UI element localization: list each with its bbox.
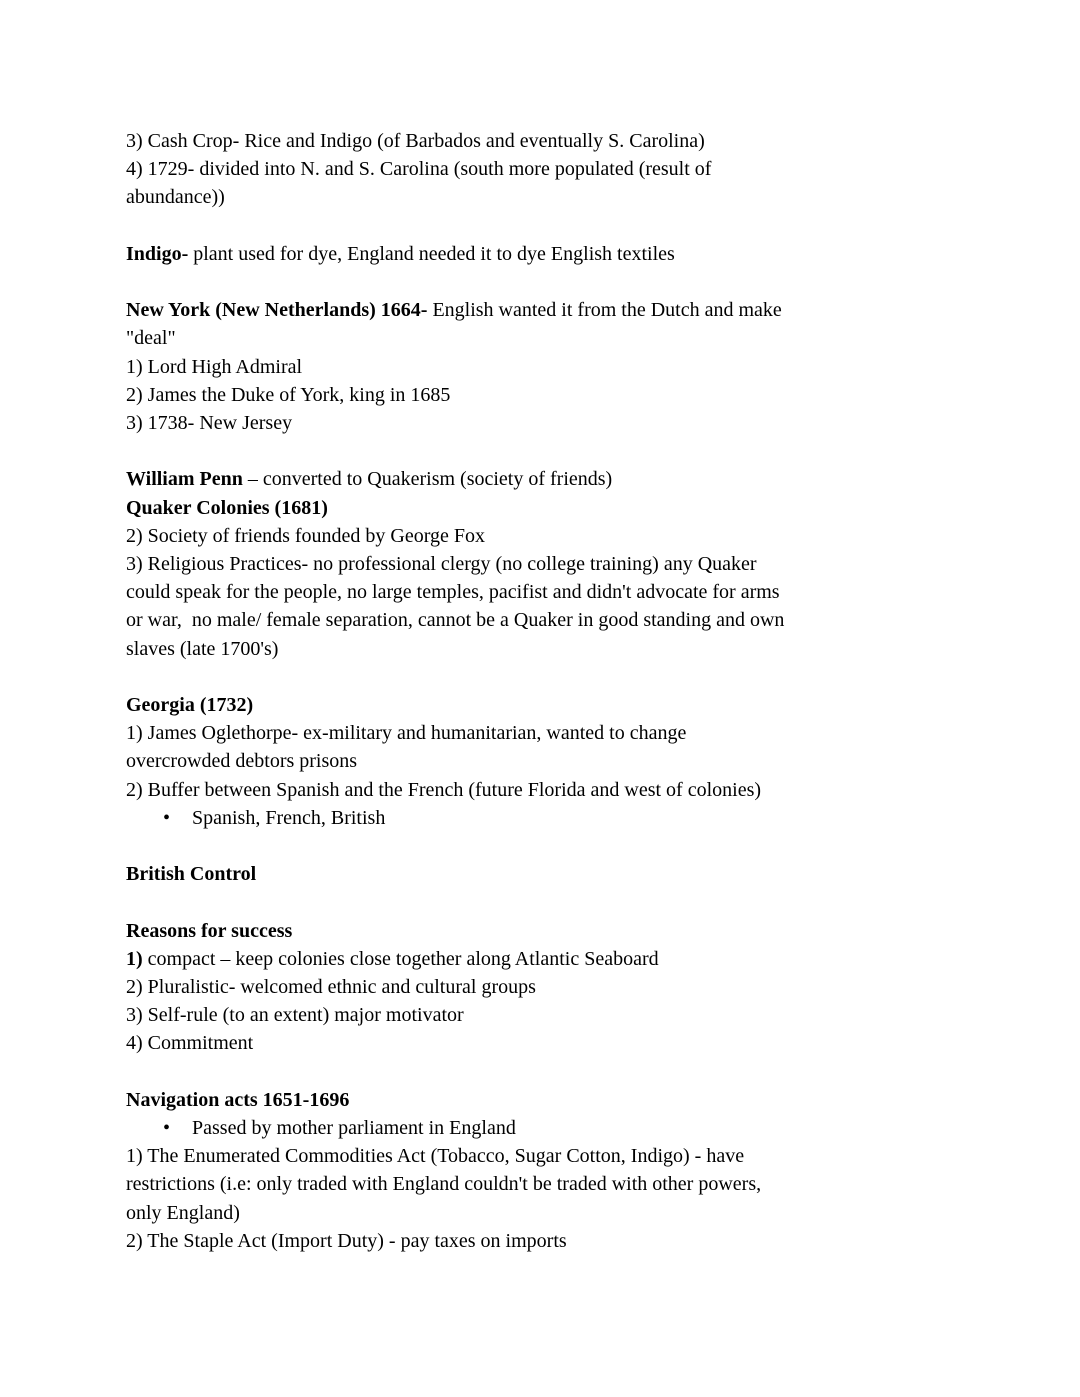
heading-british-control: British Control (126, 863, 257, 886)
section-quakers (126, 465, 1040, 662)
text-line (126, 719, 1040, 747)
text-line (126, 465, 1040, 493)
text-run: 3) Religious Practices- no professional clergy (no college training) any Quaker (126, 553, 757, 575)
text-line (126, 353, 1040, 381)
text-run: 2) The Staple Act (Import Duty) - pay taxes on imports (126, 1229, 567, 1252)
text-run: 2) James the Duke of York, king in 1685 (126, 383, 451, 406)
bullet-icon: • (163, 1117, 171, 1139)
text-run: 2) Buffer between Spanish and the French (future Florida and west of colonies) (126, 778, 762, 801)
text-line (126, 578, 1040, 606)
section-british-control (126, 860, 1040, 888)
section-new-york (126, 296, 1040, 437)
text-line (126, 296, 1040, 324)
text-line (126, 494, 1040, 522)
text-line (126, 324, 1040, 352)
text-line (126, 973, 1040, 1001)
text-run: Spanish, French, British (192, 806, 386, 829)
text-run: English wanted it from the Dutch and make (427, 299, 782, 322)
list-item (126, 1114, 1040, 1142)
heading-quaker-colonies: Quaker Colonies (1681) (126, 496, 328, 519)
text-line (126, 1001, 1040, 1029)
text-line (126, 381, 1040, 409)
text-run: 1) The Enumerated Commodities Act (Tobacco, Sugar Cotton, Indigo) - have (126, 1145, 745, 1168)
text-line (126, 691, 1040, 719)
bullet-icon: • (163, 806, 171, 829)
text-run: slaves (late 1700's) (126, 637, 279, 660)
text-run: or war, no male/ female separation, cannot be a Quaker in good standing and own (126, 609, 785, 632)
text-run: overcrowded debtors prisons (126, 750, 358, 773)
text-run: 1) James Oglethorpe- ex-military and humanitarian, wanted to change (126, 722, 687, 745)
text-run: "deal" (126, 327, 176, 350)
section-indigo (126, 240, 1040, 268)
text-line (126, 1227, 1040, 1255)
text-line (126, 1170, 1040, 1198)
section-navigation-acts (126, 1086, 1040, 1255)
text-line (126, 945, 1040, 973)
text-line (126, 409, 1040, 437)
heading-georgia: Georgia (1732) (126, 694, 254, 716)
text-run: plant used for dye, England needed it to dye English textiles (188, 242, 675, 265)
text-run: restrictions (i.e: only traded with England couldn't be traded with other powers, (126, 1173, 762, 1196)
section-carolinas (126, 127, 1040, 212)
text-line (126, 917, 1040, 945)
text-line (126, 747, 1040, 775)
text-run: 3) 1738- New Jersey (126, 412, 293, 434)
term-new-york: New York (New Netherlands) 1664- (126, 299, 428, 322)
text-line (126, 860, 1040, 888)
text-line (126, 1086, 1040, 1114)
text-run: only England) (126, 1201, 240, 1224)
list-item (126, 804, 1040, 832)
text-line (126, 635, 1040, 663)
document-content (126, 127, 1040, 1255)
text-run: 1) (126, 947, 143, 970)
text-run: abundance)) (126, 186, 225, 209)
text-run: 4) 1729- divided into N. and S. Carolina (south more populated (result of (126, 158, 712, 181)
text-run: 4) Commitment (126, 1032, 254, 1055)
text-line (126, 776, 1040, 804)
term-indigo: Indigo- (126, 242, 189, 265)
text-run: 1) Lord High Admiral (126, 355, 303, 378)
text-line (126, 550, 1040, 578)
text-run: Passed by mother parliament in England (192, 1117, 516, 1139)
text-line (126, 1029, 1040, 1057)
text-line (126, 606, 1040, 634)
text-line (126, 522, 1040, 550)
section-reasons-for-success (126, 917, 1040, 1058)
text-run: 2) Pluralistic- welcomed ethnic and cultural groups (126, 976, 536, 998)
text-run: 3) Cash Crop- Rice and Indigo (of Barbados and eventually S. Carolina) (126, 130, 705, 152)
text-line (126, 155, 1040, 183)
text-line (126, 127, 1040, 155)
text-line (126, 1199, 1040, 1227)
heading-reasons-for-success: Reasons for success (126, 919, 293, 942)
text-run: 3) Self-rule (to an extent) major motivator (126, 1004, 464, 1027)
text-run: could speak for the people, no large temples, pacifist and didn't advocate for arms (126, 581, 780, 604)
text-line (126, 183, 1040, 211)
term-william-penn: William Penn (126, 468, 243, 491)
text-run: compact – keep colonies close together along Atlantic Seaboard (142, 947, 659, 970)
text-line (126, 240, 1040, 268)
section-georgia (126, 691, 1040, 832)
heading-navigation-acts: Navigation acts 1651-1696 (126, 1088, 350, 1111)
text-run: 2) Society of friends founded by George Fox (126, 524, 486, 547)
text-line (126, 1142, 1040, 1170)
text-run: – converted to Quakerism (society of friends) (242, 468, 613, 491)
